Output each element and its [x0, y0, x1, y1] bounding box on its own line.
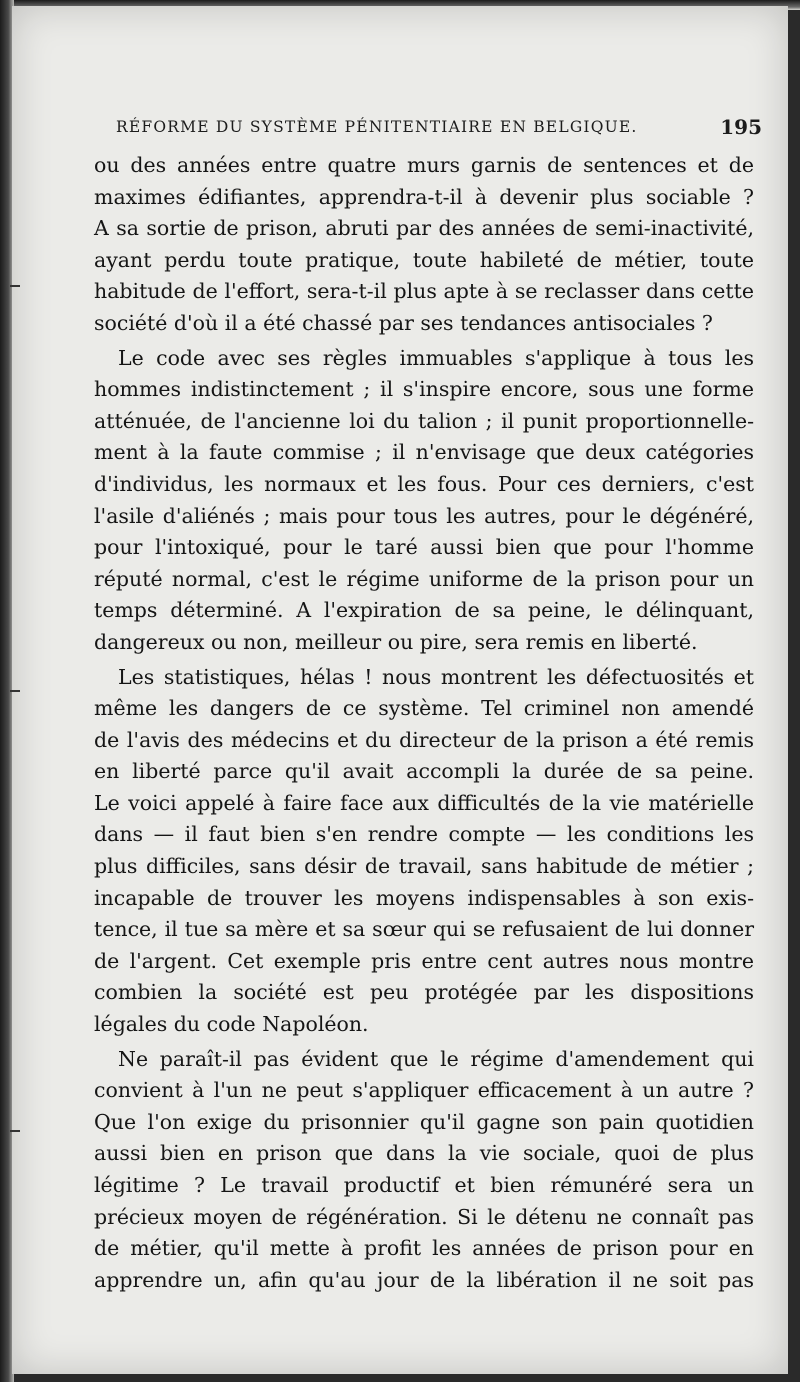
text-line: Les statistiques, hélas ! nous montrent les défectuosités et [118, 664, 754, 689]
text-line: hommes indistinctement ; il s'inspire encore, sous une forme [94, 377, 754, 402]
text-line: société d'où il a été chassé par ses tendances antisociales ? [94, 310, 713, 335]
text-line: atténuée, de l'ancienne loi du talion ; il punit proportionnelle- [94, 408, 754, 433]
text-line: habitude de l'effort, sera-t-il plus apte à se reclasser dans cette [94, 279, 754, 304]
text-line: légales du code Napoléon. [94, 1012, 369, 1037]
text-line: plus difficiles, sans désir de travail, sans habitude de métier ; [94, 854, 754, 879]
text-line: de métier, qu'il mette à profit les années de prison pour en [94, 1236, 754, 1261]
text-line: Que l'on exige du prisonnier qu'il gagne son pain quotidien [94, 1109, 754, 1134]
paragraph [94, 662, 754, 1041]
paragraph [94, 1044, 754, 1297]
text-line: aussi bien en prison que dans la vie sociale, quoi de plus [94, 1141, 754, 1166]
paragraph [94, 150, 754, 340]
text-line: Le code avec ses règles immuables s'applique à tous les [118, 345, 754, 370]
text-line: de l'avis des médecins et du directeur de la prison a été remis [94, 727, 754, 752]
paragraph [94, 343, 754, 659]
text-line: précieux moyen de régénération. Si le détenu ne connaît pas [94, 1204, 754, 1229]
text-line: convient à l'un ne peut s'appliquer efficacement à un autre ? [94, 1078, 754, 1103]
text-line: ayant perdu toute pratique, toute habileté de métier, toute [94, 247, 754, 272]
text-line: temps déterminé. A l'expiration de sa peine, le délinquant, [94, 598, 754, 623]
text-line: de l'argent. Cet exemple pris entre cent autres nous montre [94, 948, 754, 973]
text-line: en liberté parce qu'il avait accompli la durée de sa peine. [94, 759, 754, 784]
text-line: Ne paraît-il pas évident que le régime d'amendement qui [118, 1046, 754, 1071]
text-line: incapable de trouver les moyens indispensables à son exis- [94, 885, 754, 910]
text-line: dans — il faut bien s'en rendre compte — les conditions les [94, 822, 754, 847]
text-line: maximes édifiantes, apprendra-t-il à devenir plus sociable ? [94, 184, 754, 209]
body-text [94, 150, 754, 1296]
text-line: dangereux ou non, meilleur ou pire, sera remis en liberté. [94, 629, 698, 654]
text-line: ou des années entre quatre murs garnis de sentences et de [94, 153, 754, 177]
text-line: Le voici appelé à faire face aux difficultés de la vie matérielle [94, 790, 754, 815]
text-line: A sa sortie de prison, abruti par des années de semi-inactivité, [94, 216, 754, 241]
margin-mark [10, 690, 20, 692]
page-number: 195 [720, 115, 762, 139]
text-line: combien la société est peu protégée par les dispositions [94, 980, 754, 1005]
text-line: l'asile d'aliénés ; mais pour tous les autres, pour le dégénéré, [94, 503, 754, 528]
text-line: tence, il tue sa mère et sa sœur qui se refusaient de lui donner [94, 917, 754, 942]
text-line: pour l'intoxiqué, pour le taré aussi bien que pour l'homme [94, 535, 754, 560]
text-line: ment à la faute commise ; il n'envisage que deux catégories [94, 440, 754, 465]
text-line: apprendre un, afin qu'au jour de la libération il ne soit pas [94, 1267, 754, 1292]
text-line: légitime ? Le travail productif et bien rémunéré sera un [94, 1173, 754, 1197]
text-line: même les dangers de ce système. Tel criminel non amendé [94, 696, 754, 721]
text-line: d'individus, les normaux et les fous. Pour ces derniers, c'est [94, 471, 754, 496]
text-line: réputé normal, c'est le régime uniforme de la prison pour un [94, 566, 754, 591]
margin-mark [10, 1130, 20, 1132]
running-head-title: RÉFORME DU SYSTÈME PÉNITENTIAIRE EN BELGIQUE. [116, 118, 638, 136]
margin-mark [10, 285, 20, 287]
